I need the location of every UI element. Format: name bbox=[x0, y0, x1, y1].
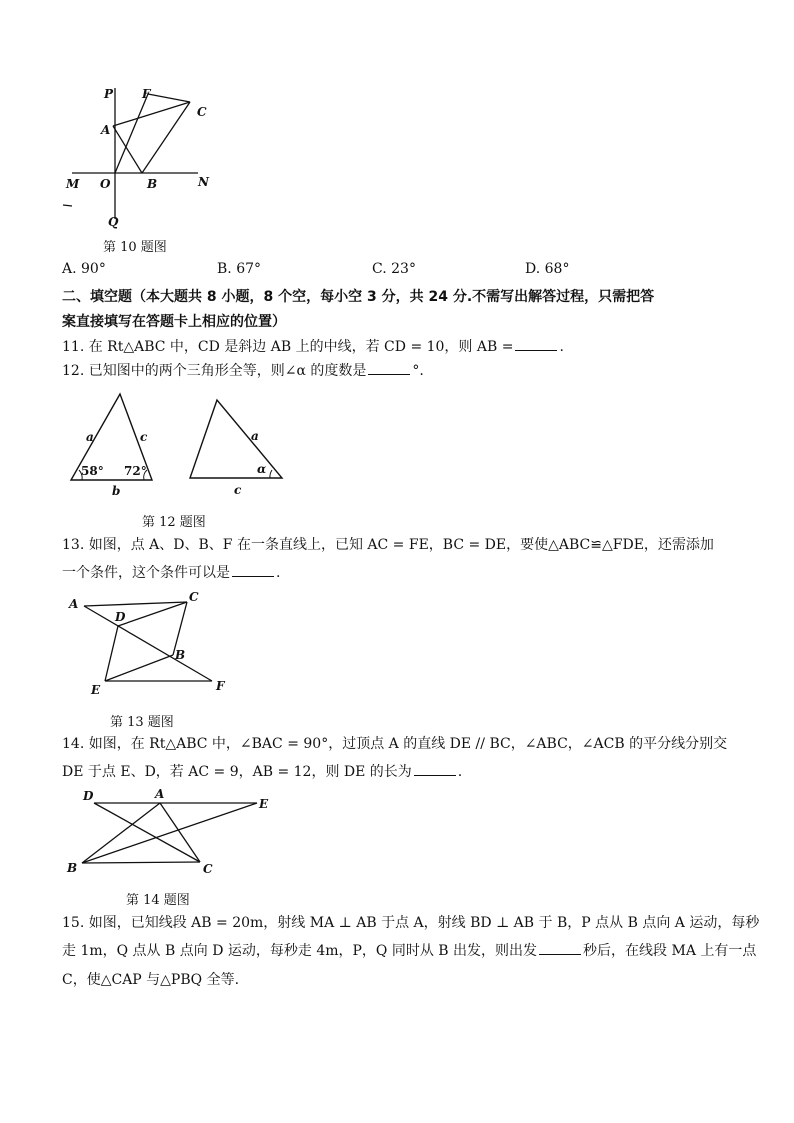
segment-fo bbox=[115, 94, 148, 173]
label-alpha: α bbox=[257, 462, 267, 476]
label-angle-58: 58° bbox=[81, 464, 104, 478]
figure-10 bbox=[60, 84, 220, 229]
label-b: B bbox=[67, 861, 78, 875]
question-11: 11. 在 Rt△ABC 中，CD 是斜边 AB 上的中线，若 CD = 10，则 AB = . bbox=[62, 336, 564, 357]
segment-ac bbox=[160, 803, 200, 862]
label-n: N bbox=[198, 175, 209, 189]
q12-answer-blank[interactable] bbox=[368, 360, 410, 375]
figure-14-caption: 第 14 题图 bbox=[126, 893, 190, 908]
triangle-2 bbox=[190, 400, 282, 478]
line-adbf bbox=[84, 606, 212, 681]
label-a: A bbox=[69, 597, 79, 611]
section2-heading-line2: 案直接填写在答题卡上相应的位置） bbox=[62, 314, 286, 330]
label-c-2: c bbox=[234, 483, 242, 497]
label-f: F bbox=[216, 679, 225, 693]
segment-be bbox=[82, 803, 257, 863]
q10-option-c[interactable]: C. 23° bbox=[372, 261, 416, 277]
segment-de bbox=[105, 626, 118, 681]
q11-answer-blank[interactable] bbox=[515, 336, 557, 351]
label-a-2: a bbox=[251, 429, 259, 443]
label-q: Q bbox=[108, 215, 119, 229]
q15-answer-blank[interactable] bbox=[539, 940, 581, 955]
figure-13 bbox=[62, 588, 237, 700]
question-15-line3: C，使△CAP 与△PBQ 全等. bbox=[62, 972, 240, 988]
label-o: O bbox=[100, 177, 111, 191]
segment-ac bbox=[84, 602, 187, 606]
segment-bc bbox=[82, 862, 200, 863]
label-c: C bbox=[203, 862, 213, 876]
question-13-line1: 13. 如图，点 A、D、B、F 在一条直线上，已知 AC = FE，BC = DE，要使△ABC≌△FDE，还需添加 bbox=[62, 537, 714, 553]
figure-13-caption: 第 13 题图 bbox=[110, 715, 174, 730]
label-c: C bbox=[189, 590, 199, 604]
label-a: A bbox=[155, 787, 165, 801]
label-a-1: a bbox=[86, 430, 94, 444]
label-d: D bbox=[83, 789, 94, 803]
label-b: b bbox=[112, 484, 121, 498]
question-14-line1: 14. 如图，在 Rt△ABC 中，∠BAC = 90°，过顶点 A 的直线 DE // BC，∠ABC，∠ACB 的平分线分别交 bbox=[62, 736, 728, 752]
angle-arc-alpha bbox=[270, 470, 272, 478]
label-d: D bbox=[115, 610, 126, 624]
label-c-1: c bbox=[140, 430, 148, 444]
label-angle-72: 72° bbox=[124, 464, 147, 478]
segment-ac bbox=[113, 102, 190, 126]
q14-answer-blank[interactable] bbox=[414, 761, 456, 776]
question-15-line2: 走 1m，Q 点从 B 点向 D 运动，每秒走 4m，P，Q 同时从 B 出发，则出发 秒后，在线段 MA 上有一点 bbox=[62, 940, 756, 961]
scan-mark bbox=[63, 205, 72, 206]
figure-14 bbox=[62, 786, 282, 878]
label-e: E bbox=[259, 797, 269, 811]
question-14-line2: DE 于点 E、D，若 AC = 9，AB = 12，则 DE 的长为 . bbox=[62, 761, 462, 782]
q10-option-b[interactable]: B. 67° bbox=[217, 261, 262, 277]
segment-fc bbox=[148, 94, 190, 102]
section2-heading-line1: 二、填空题（本大题共 8 小题，8 个空，每小空 3 分，共 24 分.不需写出解答过程，只需把答 bbox=[62, 289, 655, 305]
segment-dc bbox=[118, 602, 187, 626]
figure-12 bbox=[62, 388, 292, 500]
figure-12-caption: 第 12 题图 bbox=[142, 515, 206, 530]
figure-10-caption: 第 10 题图 bbox=[103, 240, 167, 255]
label-e: E bbox=[91, 683, 101, 697]
segment-cb bbox=[142, 102, 190, 173]
q10-option-a[interactable]: A. 90° bbox=[62, 261, 106, 277]
label-f: F bbox=[142, 87, 151, 101]
q13-answer-blank[interactable] bbox=[232, 562, 274, 577]
label-a: A bbox=[101, 123, 111, 137]
question-13-line2: 一个条件，这个条件可以是 . bbox=[62, 562, 280, 583]
label-b: B bbox=[147, 177, 158, 191]
label-c: C bbox=[197, 105, 207, 119]
question-12: 12. 已知图中的两个三角形全等，则∠α 的度数是 °. bbox=[62, 360, 424, 381]
label-b: B bbox=[175, 648, 186, 662]
label-m: M bbox=[66, 177, 80, 191]
segment-eb bbox=[105, 655, 173, 681]
q10-option-d[interactable]: D. 68° bbox=[525, 261, 570, 277]
question-15-line1: 15. 如图，已知线段 AB = 20m，射线 MA ⊥ AB 于点 A，射线 BD ⊥ AB 于 B，P 点从 B 点向 A 运动，每秒 bbox=[62, 915, 760, 931]
label-p: P bbox=[104, 87, 114, 101]
